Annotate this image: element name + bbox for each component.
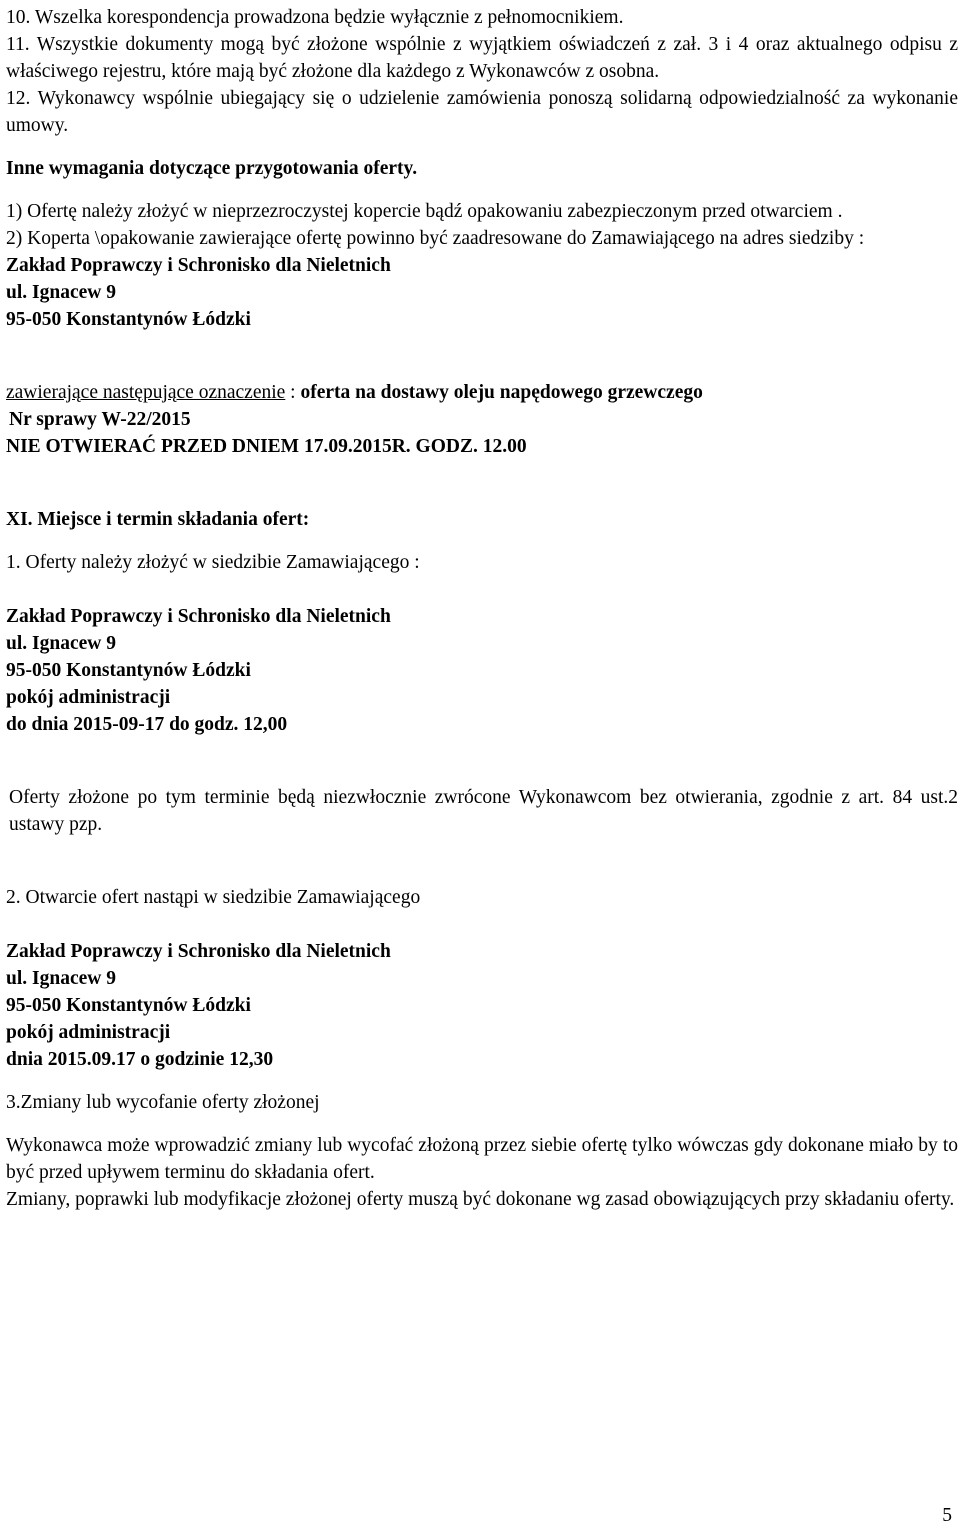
opening-date: dnia 2015.09.17 o godzinie 12,30 (6, 1049, 274, 1070)
spacer (6, 333, 958, 379)
spacer (6, 838, 958, 884)
submission-address-street: ul. Ignacew 9 (6, 633, 116, 654)
spacer (6, 1116, 958, 1132)
section-xi-item-2: 2. Otwarcie ofert nastąpi w siedzibie Zamawiającego (6, 887, 421, 908)
opening-room: pokój administracji (6, 1022, 171, 1043)
marking-value: oferta na dostawy oleju napędowego grzewczego (300, 382, 703, 403)
spacer (6, 738, 958, 784)
changes-paragraph-1: Wykonawca może wprowadzić zmiany lub wycofać złożoną przez siebie ofertę tylko wówczas gdy dokonane miało by to być przed upływem terminu do składania ofert. (6, 1135, 958, 1183)
late-offers-note: Oferty złożone po tym terminie będą niezwłocznie zwrócone Wykonawcom bez otwierania, zgodnie z art. 84 ust.2 ustawy pzp. (9, 787, 958, 835)
address-city: 95-050 Konstantynów Łódzki (6, 309, 251, 330)
document-page (6, 4, 958, 1213)
section-xi-heading: XI. Miejsce i termin składania ofert: (6, 509, 310, 530)
paragraph-10: 10. Wszelka korespondencja prowadzona będzie wyłącznie z pełnomocnikiem. (6, 7, 624, 28)
paragraph-12: 12. Wykonawcy wspólnie ubiegający się o udzielenie zamówienia ponoszą solidarną odpowiedzialność za wykonanie umowy. (6, 88, 958, 136)
submission-room: pokój administracji (6, 687, 171, 708)
marking-separator: : (285, 382, 301, 403)
spacer (6, 576, 958, 603)
opening-address-street: ul. Ignacew 9 (6, 968, 116, 989)
paragraph-11: 11. Wszystkie dokumenty mogą być złożone wspólnie z wyjątkiem oświadczeń z zał. 3 i 4 oraz aktualnego odpisu z właściwego rejestru, które mają być złożone dla każdego z Wykonawców z osobna. (6, 34, 958, 82)
spacer (6, 1073, 958, 1089)
spacer (6, 911, 958, 938)
opening-address-city: 95-050 Konstantynów Łódzki (6, 995, 251, 1016)
submission-address-city: 95-050 Konstantynów Łódzki (6, 660, 251, 681)
page-number: 5 (942, 1505, 952, 1526)
spacer (6, 460, 958, 506)
do-not-open-notice: NIE OTWIERAĆ PRZED DNIEM 17.09.2015R. GODZ. 12.00 (6, 436, 527, 457)
submission-address-name: Zakład Poprawczy i Schronisko dla Nieletnich (6, 606, 391, 627)
section-xi-item-3: 3.Zmiany lub wycofanie oferty złożonej (6, 1092, 320, 1113)
spacer (6, 139, 958, 155)
spacer (6, 533, 958, 549)
other-requirements-heading: Inne wymagania dotyczące przygotowania oferty. (6, 158, 418, 179)
section-xi-item-1: 1. Oferty należy złożyć w siedzibie Zamawiającego : (6, 552, 420, 573)
spacer (6, 182, 958, 198)
case-number: Nr sprawy W-22/2015 (9, 409, 191, 430)
requirement-item-1: 1) Ofertę należy złożyć w nieprzezroczystej kopercie bądź opakowaniu zabezpieczonym przed otwarciem . (6, 201, 843, 222)
requirement-item-2: 2) Koperta \opakowanie zawierające ofertę powinno być zaadresowane do Zamawiającego na adres siedziby : (6, 228, 865, 249)
changes-paragraph-2: Zmiany, poprawki lub modyfikacje złożonej oferty muszą być dokonane wg zasad obowiązujących przy składaniu oferty. (6, 1189, 955, 1210)
address-name: Zakład Poprawczy i Schronisko dla Nieletnich (6, 255, 391, 276)
opening-address-name: Zakład Poprawczy i Schronisko dla Nieletnich (6, 941, 391, 962)
address-street: ul. Ignacew 9 (6, 282, 116, 303)
marking-line (6, 379, 958, 406)
marking-label: zawierające następujące oznaczenie (6, 382, 286, 403)
submission-deadline: do dnia 2015-09-17 do godz. 12,00 (6, 714, 288, 735)
